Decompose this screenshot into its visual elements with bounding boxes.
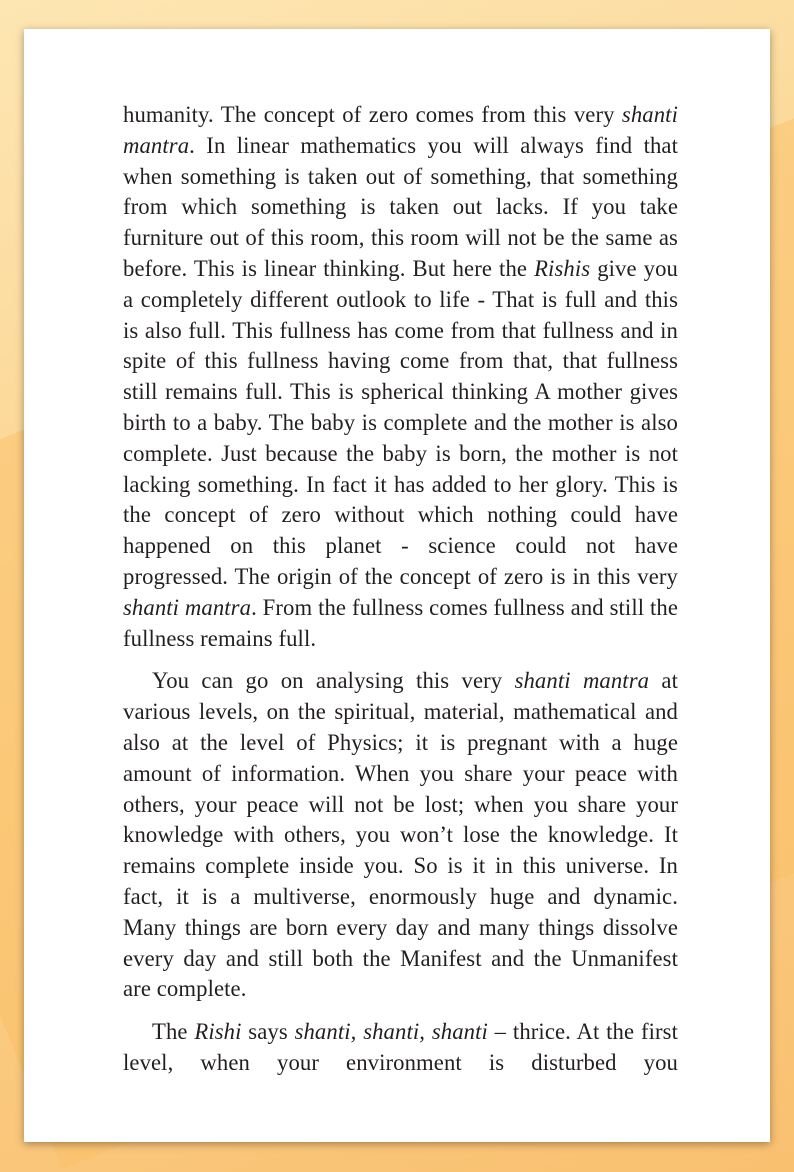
italic-term: shanti mantra: [514, 668, 650, 694]
text-run: at various levels, on the spiritual, material, mathematical and also at the level of Physics; it is pregnant with a huge amount of information. When you share your peace with others, your peace will not be lost; when you share your knowledge with others, you won’t lose the knowledge. It remains complete inside you. So is it in this universe. In fact, it is a multiverse, enormously huge and dynamic. Many things are born every day and many things dissolve every day and still both the Manifest and the Unmanifest are complete.: [123, 668, 678, 1002]
italic-term: shanti mantra: [123, 594, 252, 620]
text-run: give you a completely different outlook to life - That is full and this is also full. This fullness has come from that fullness and in spite of this fullness having come from that, that fullness still remains full. This is spherical thinking A mother gives birth to a baby. The baby is complete and the mother is also complete. Just because the baby is born, the mother is not lacking something. In fact it has added to her glory. This is the concept of zero without which nothing could have happened on this planet - science could not have progressed. The origin of the concept of zero is in this very: [123, 255, 678, 589]
italic-term: Rishi: [194, 1019, 242, 1045]
italic-term: shanti mantra: [123, 102, 678, 158]
text-run: . From the fullness comes fullness and still the fullness remains full.: [123, 594, 678, 651]
paragraph-2: [123, 666, 678, 1005]
text-run: You can go on analysing this very: [152, 668, 515, 694]
book-page: [24, 29, 770, 1142]
text-run: The: [152, 1019, 195, 1045]
italic-term: Rishis: [534, 255, 591, 281]
paragraph-1: [123, 100, 678, 654]
page-text: [123, 100, 678, 1079]
italic-term: shanti, shanti, shanti: [294, 1019, 488, 1045]
paragraph-3: [123, 1017, 678, 1079]
text-run: – thrice. At the first level, when your environment is disturbed you: [123, 1019, 678, 1075]
text-run: . In linear mathematics you will always find that when something is taken out of something, that something from which something is taken out lacks. If you take furniture out of this room, this room will not be the same as before. This is linear thinking. But here the: [123, 132, 678, 281]
text-run: humanity. The concept of zero comes from this very: [123, 102, 622, 127]
text-run: says: [241, 1019, 295, 1045]
